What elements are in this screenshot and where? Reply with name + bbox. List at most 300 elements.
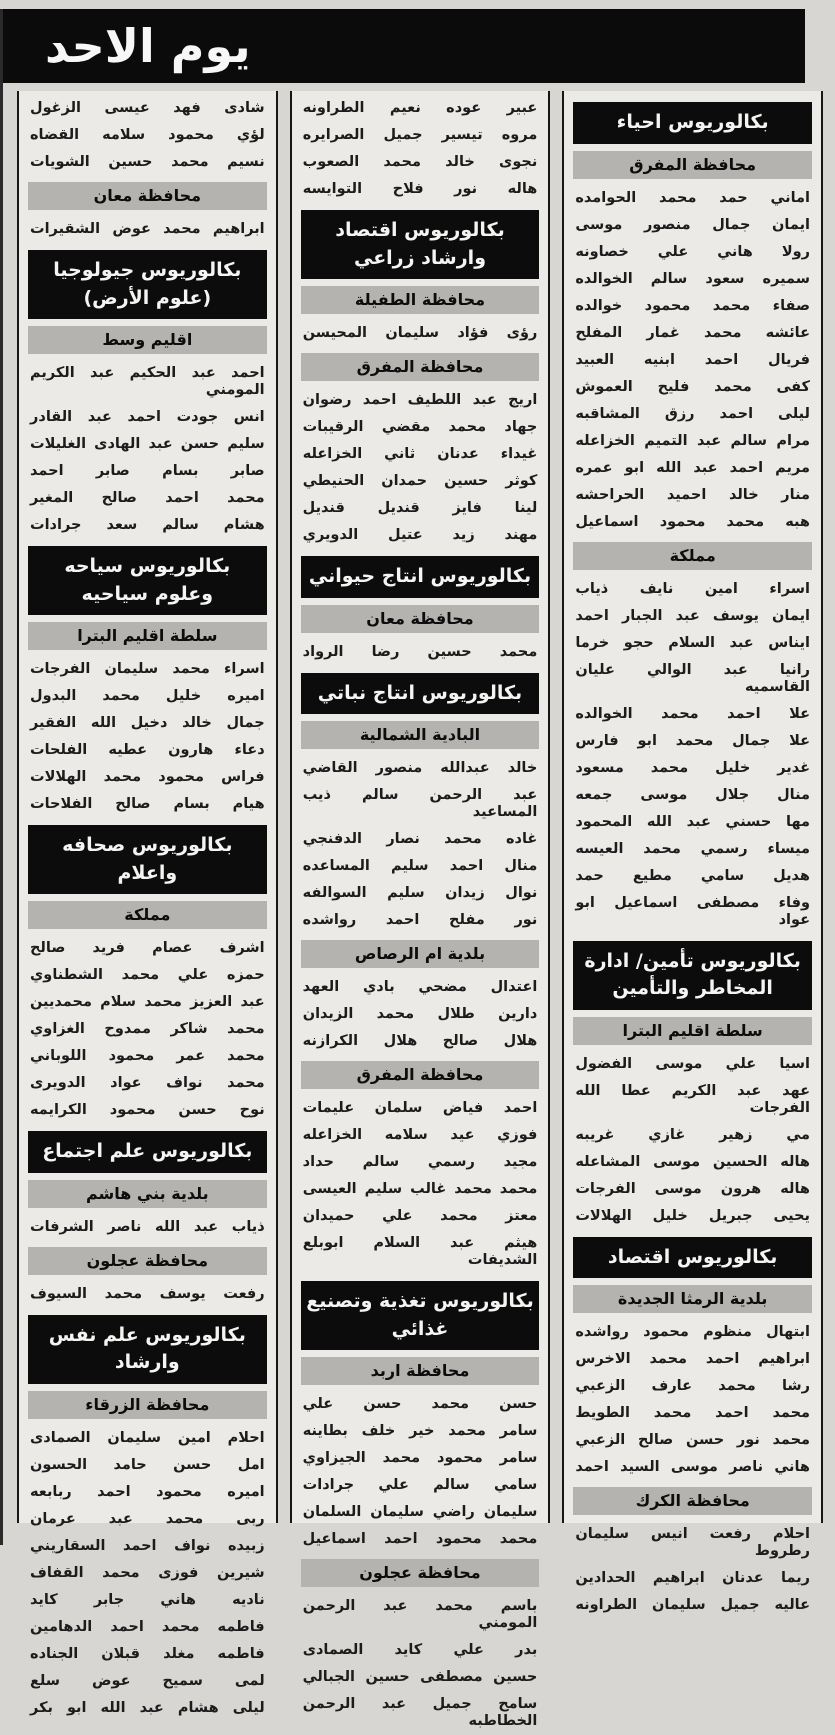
- name-word: عبد: [723, 661, 748, 678]
- name-row: [28, 737, 267, 764]
- name-row: [573, 809, 812, 836]
- name-word: الحراحشه: [575, 486, 645, 503]
- name-word: احمد: [727, 705, 761, 722]
- name-word: محمود: [435, 1531, 482, 1548]
- name-word: هشام: [177, 1699, 219, 1716]
- name-word: حسين: [365, 1669, 410, 1686]
- name-word: عطا: [621, 1082, 651, 1099]
- name-row: [573, 1149, 812, 1176]
- name-word: محمد: [165, 1510, 204, 1527]
- name-word: محمد: [227, 1021, 265, 1038]
- name-word: هديل: [773, 867, 810, 884]
- name-row: [28, 1533, 267, 1560]
- name-word: مروه: [501, 127, 538, 143]
- name-word: العبيد: [575, 351, 615, 368]
- degree-header: بكالوريوس علم نفس وارشاد: [28, 1315, 267, 1384]
- columns: [3, 91, 835, 1730]
- name-row: [573, 782, 812, 809]
- name-word: الصمادى: [302, 1642, 364, 1659]
- name-word: سالم: [433, 1477, 470, 1494]
- name-word: صالح: [637, 1432, 674, 1449]
- name-word: العيسه: [575, 840, 624, 857]
- name-row: [301, 1499, 540, 1526]
- name-word: احميد: [666, 486, 707, 503]
- name-word: امين: [704, 580, 738, 597]
- name-word: التميم: [644, 432, 688, 449]
- name-word: وفاء: [778, 894, 810, 911]
- name-word: عاليه: [774, 1597, 810, 1614]
- name-row: [28, 1479, 267, 1506]
- name-word: التوايسه: [302, 181, 363, 197]
- name-word: نصار: [386, 831, 420, 848]
- name-word: سالم: [362, 1154, 400, 1171]
- name-word: الهادى: [94, 436, 141, 453]
- name-word: فهد: [173, 100, 201, 116]
- name-word: احمد: [449, 858, 484, 875]
- name-word: اريج: [508, 392, 538, 409]
- name-word: الرواد: [302, 643, 344, 660]
- name-word: نوال: [505, 885, 538, 902]
- name-word: موسى: [670, 1459, 718, 1476]
- name-word: خرما: [575, 634, 610, 651]
- name-row: [301, 1691, 540, 1735]
- name-word: عبد: [737, 1082, 762, 1099]
- name-word: السلمان: [302, 1504, 362, 1521]
- name-word: احمد: [385, 912, 420, 929]
- name-word: الرقيبات: [302, 419, 364, 436]
- name-row: [301, 1095, 540, 1122]
- name-word: دعاء: [234, 742, 265, 759]
- degree-header: بكالوريوس جيولوجيا (علوم الأرض): [28, 250, 267, 319]
- name-word: هاله: [780, 1153, 810, 1170]
- name-word: حمزه: [226, 967, 265, 984]
- name-word: يوسف: [712, 607, 759, 624]
- name-word: الخوالده: [575, 270, 633, 287]
- name-word: هاني: [160, 1591, 196, 1608]
- name-word: عبد: [383, 1598, 408, 1615]
- name-word: سليم: [387, 885, 425, 902]
- name-row: [28, 962, 267, 989]
- name-row: [28, 1560, 267, 1587]
- name-row: [301, 755, 540, 782]
- name-word: فوزي: [497, 1127, 538, 1144]
- name-word: المشاعله: [575, 1153, 641, 1170]
- name-word: القادر: [30, 409, 73, 426]
- name-word: الدويرى: [30, 1075, 86, 1092]
- name-word: الله: [646, 813, 672, 830]
- name-row: [28, 1452, 267, 1479]
- name-word: ناديه: [232, 1591, 265, 1608]
- name-row: [301, 122, 540, 149]
- name-word: الشطناوي: [30, 967, 103, 984]
- name-word: المومني: [205, 382, 265, 399]
- name-word: عبد: [193, 1218, 219, 1235]
- name-row: [301, 387, 540, 414]
- name-row: [28, 95, 267, 122]
- name-word: محمد: [376, 1006, 415, 1023]
- name-word: منال: [504, 858, 538, 875]
- name-word: الخزاعله: [302, 1127, 363, 1144]
- name-word: زيدان: [445, 885, 485, 902]
- name-word: الكريم: [671, 1082, 717, 1099]
- name-word: الهلالات: [30, 769, 87, 786]
- name-word: محمد: [444, 831, 482, 848]
- name-word: محمود: [108, 1048, 155, 1065]
- name-word: سلامه: [102, 127, 146, 143]
- region-subheader: محافظة المفرق: [573, 151, 812, 179]
- name-word: الجناده: [30, 1645, 79, 1662]
- name-row: [28, 935, 267, 962]
- name-word: شيرين: [216, 1564, 265, 1581]
- name-row: [301, 522, 540, 549]
- name-word: رفعت: [223, 1285, 265, 1302]
- name-word: العموش: [575, 378, 633, 395]
- name-word: اسيا: [779, 1055, 810, 1072]
- name-word: الفلاحات: [30, 796, 93, 813]
- name-word: موسى: [654, 1180, 702, 1197]
- name-word: بطاينه: [302, 1423, 348, 1440]
- name-row: [301, 1445, 540, 1472]
- name-row: [301, 1637, 540, 1664]
- name-word: غاده: [505, 831, 538, 848]
- name-row: [28, 656, 267, 683]
- name-word: سليم: [227, 436, 265, 453]
- name-row: [573, 509, 812, 536]
- name-word: محمد: [103, 769, 142, 786]
- name-word: سليم: [364, 1181, 403, 1198]
- name-word: خالد: [445, 154, 475, 170]
- name-word: الفرجات: [749, 1099, 810, 1116]
- name-word: الفقير: [30, 715, 77, 732]
- name-word: جابر: [93, 1591, 125, 1608]
- name-word: سلمان: [374, 1100, 423, 1117]
- name-word: عارف: [651, 1378, 693, 1395]
- name-word: العيسى: [302, 1181, 357, 1198]
- name-word: الرحمن: [302, 1696, 356, 1713]
- name-word: حسين: [444, 473, 489, 490]
- name-word: الحكيم: [129, 365, 177, 382]
- name-word: فوزى: [158, 1564, 199, 1581]
- name-word: محمود: [644, 297, 691, 314]
- name-word: الله: [90, 715, 117, 732]
- name-word: محمد: [726, 513, 765, 530]
- name-word: احمد: [704, 351, 739, 368]
- name-word: رضا: [371, 643, 400, 660]
- name-word: المحيسن: [302, 325, 367, 342]
- name-word: احمد: [715, 1405, 749, 1422]
- name-word: عبد: [513, 787, 538, 804]
- name-word: مقضي: [381, 419, 431, 436]
- name-word: حسني: [725, 813, 772, 830]
- name-word: دارين: [498, 1006, 538, 1023]
- region-subheader: بلدية بني هاشم: [28, 1180, 267, 1208]
- column-left: [17, 91, 278, 1716]
- name-word: خليل: [715, 759, 751, 776]
- region-subheader: سلطة اقليم البترا: [573, 1017, 812, 1045]
- name-word: احمد: [362, 392, 397, 409]
- name-row: [573, 755, 812, 782]
- region-subheader: محافظة اربد: [301, 1357, 540, 1385]
- name-word: عيد: [450, 1127, 475, 1144]
- name-word: الفرجات: [575, 1180, 636, 1197]
- name-word: سليمان: [652, 1597, 706, 1614]
- name-word: مطيع: [632, 867, 672, 884]
- name-row: [573, 1176, 812, 1203]
- name-word: نواف: [166, 1075, 203, 1092]
- name-word: مصطفى: [696, 894, 760, 911]
- name-row: [301, 782, 540, 826]
- name-row: [28, 764, 267, 791]
- name-word: هاني: [717, 243, 753, 260]
- name-row: [28, 485, 267, 512]
- name-word: رفعت: [709, 1526, 752, 1543]
- name-row: [301, 1664, 540, 1691]
- name-word: صالح: [101, 490, 137, 507]
- name-word: السوالفه: [302, 885, 367, 902]
- region-subheader: اقليم وسط: [28, 326, 267, 354]
- name-word: محمد: [499, 643, 538, 660]
- name-word: الفضول: [575, 1055, 633, 1072]
- name-word: الرحمن: [429, 787, 483, 804]
- name-word: ناصر: [107, 1218, 142, 1235]
- name-word: جميل: [720, 1597, 760, 1614]
- name-word: غالب: [410, 1181, 447, 1198]
- name-word: شادى: [224, 100, 265, 116]
- name-word: حمدان: [381, 473, 428, 490]
- name-word: ابو: [624, 459, 645, 476]
- name-word: البدول: [29, 688, 77, 705]
- name-word: عدنان: [722, 1570, 764, 1587]
- name-word: يحيى: [773, 1207, 810, 1224]
- name-word: نايف: [639, 580, 674, 597]
- name-word: الصعوب: [302, 154, 360, 170]
- name-word: امل: [237, 1456, 265, 1473]
- degree-header: بكالوريوس اقتصاد: [573, 1237, 812, 1279]
- name-row: [28, 683, 267, 710]
- name-word: فؤاد: [457, 325, 489, 342]
- name-word: سعد: [106, 517, 138, 534]
- region-subheader: محافظة معان: [28, 182, 267, 210]
- name-word: ربابعه: [30, 1483, 72, 1500]
- name-word: رولا: [781, 243, 810, 260]
- name-word: هلال: [383, 1033, 418, 1050]
- name-word: رواشده: [302, 912, 357, 929]
- name-row: [28, 1214, 267, 1241]
- name-word: مصطفى: [420, 1669, 483, 1686]
- name-row: [573, 1203, 812, 1230]
- region-subheader: محافظة الكرك: [573, 1487, 812, 1515]
- name-word: كايد: [394, 1642, 423, 1659]
- name-word: الله: [155, 1218, 181, 1235]
- name-word: عواد: [110, 1075, 142, 1092]
- name-word: منظوم: [703, 1324, 752, 1341]
- name-word: سميح: [162, 1672, 203, 1689]
- name-row: [28, 1506, 267, 1533]
- name-word: سلع: [29, 1672, 61, 1689]
- name-row: [28, 149, 267, 176]
- name-word: محمد: [675, 732, 714, 749]
- name-word: الهلالات: [575, 1207, 632, 1224]
- name-word: احمد: [122, 1537, 157, 1554]
- name-word: سامر: [499, 1450, 538, 1467]
- name-word: مجيد: [503, 1154, 538, 1171]
- name-word: حسن: [363, 1396, 402, 1413]
- name-word: محمد: [104, 1285, 143, 1302]
- name-word: الكرازنه: [302, 1033, 359, 1050]
- name-row: [28, 1695, 267, 1722]
- degree-header: بكالوريوس سياحه وعلوم سياحيه: [28, 546, 267, 615]
- name-word: محمد: [144, 994, 182, 1011]
- name-word: يوسف: [159, 1285, 206, 1302]
- degree-header: بكالوريوس علم اجتماع: [28, 1131, 267, 1173]
- name-word: علي: [378, 1477, 409, 1494]
- name-word: عبد: [87, 409, 112, 426]
- name-word: خلف: [361, 1423, 396, 1440]
- name-word: الله: [100, 1699, 126, 1716]
- degree-header: بكالوريوس انتاج حيواني: [301, 556, 540, 598]
- name-row: [573, 1122, 812, 1149]
- name-row: [573, 1051, 812, 1078]
- name-word: الخوالده: [575, 705, 633, 722]
- name-word: هارون: [168, 742, 214, 759]
- region-subheader: البادية الشمالية: [301, 721, 540, 749]
- name-word: اميره: [227, 688, 265, 705]
- name-word: رطروط: [754, 1543, 810, 1560]
- name-word: الخزاعله: [575, 432, 635, 449]
- name-word: سلام: [100, 994, 137, 1011]
- name-word: عبد: [472, 392, 497, 409]
- name-word: قنديل: [377, 500, 420, 517]
- name-word: احمد: [127, 409, 162, 426]
- name-word: فلاح: [392, 181, 424, 197]
- name-word: محمد: [448, 419, 487, 436]
- name-row: [28, 989, 267, 1016]
- name-row: [28, 1281, 267, 1308]
- name-word: غريبه: [575, 1126, 615, 1143]
- name-word: هيثم: [504, 1235, 538, 1252]
- name-row: [301, 639, 540, 666]
- name-word: محمد: [121, 967, 160, 984]
- name-word: حسن: [499, 1396, 538, 1413]
- name-row: [573, 401, 812, 428]
- name-word: علي: [725, 1055, 757, 1072]
- name-word: عواد: [778, 911, 810, 928]
- name-word: محمد: [653, 1405, 692, 1422]
- name-word: الشديفات: [467, 1252, 538, 1269]
- name-word: الدفنجي: [302, 831, 363, 848]
- name-word: جبريل: [708, 1207, 753, 1224]
- name-word: عليان: [575, 661, 615, 678]
- name-word: الجيزاوي: [302, 1450, 366, 1467]
- name-word: معتز: [505, 1208, 538, 1225]
- name-word: حمد: [575, 867, 604, 884]
- name-row: [573, 1565, 812, 1592]
- name-word: فياض: [442, 1100, 484, 1117]
- name-word: محمد: [227, 1048, 265, 1065]
- name-word: هرون: [720, 1180, 762, 1197]
- name-word: المحمود: [575, 813, 633, 830]
- name-word: عبد: [450, 1235, 475, 1252]
- name-word: نور: [514, 912, 538, 929]
- name-word: فايز: [452, 500, 482, 517]
- name-word: بسام: [162, 463, 199, 480]
- name-word: الصمادى: [29, 1429, 91, 1446]
- name-word: محمد: [643, 840, 681, 857]
- name-word: رسمي: [427, 1154, 475, 1171]
- name-word: حسن: [685, 1432, 725, 1449]
- name-word: حسين: [493, 1669, 538, 1686]
- name-word: منصور: [375, 760, 423, 777]
- name-word: علي: [453, 1642, 484, 1659]
- name-row: [573, 239, 812, 266]
- name-row: [28, 1614, 267, 1641]
- name-word: المومني: [478, 1615, 538, 1632]
- degree-header: بكالوريوس اقتصاد وارشاد زراعي: [301, 210, 540, 279]
- name-word: فراس: [221, 769, 265, 786]
- degree-header: بكالوريوس صحافه واعلام: [28, 825, 267, 894]
- name-word: اسراء: [224, 661, 265, 678]
- name-word: سلامه: [384, 1127, 428, 1144]
- name-word: اماني: [770, 189, 810, 206]
- name-word: ريما: [781, 1570, 810, 1587]
- name-word: رواشده: [575, 1324, 629, 1341]
- name-word: عبد: [191, 365, 216, 382]
- name-row: [301, 826, 540, 853]
- name-word: عبد: [696, 432, 722, 449]
- name-word: نور: [736, 1432, 760, 1449]
- name-row: [28, 1587, 267, 1614]
- name-word: عدنان: [437, 446, 479, 463]
- name-word: الطويط: [575, 1405, 630, 1422]
- name-word: انيس: [650, 1526, 688, 1543]
- name-word: الغليلات: [30, 436, 87, 453]
- name-word: موسى: [655, 1055, 703, 1072]
- name-word: علي: [382, 1208, 413, 1225]
- name-word: خوالده: [575, 297, 623, 314]
- name-word: محمد: [161, 1618, 200, 1635]
- name-word: مغلد: [163, 1645, 195, 1662]
- name-word: هاله: [507, 181, 538, 197]
- name-word: فاطمه: [217, 1645, 265, 1662]
- name-row: [28, 1016, 267, 1043]
- region-subheader: محافظة المفرق: [301, 353, 540, 381]
- name-word: ابراهيم: [212, 221, 265, 237]
- name-word: اللطيف: [407, 392, 462, 409]
- region-subheader: سلطة اقليم البترا: [28, 622, 267, 650]
- name-word: موسى: [640, 786, 688, 803]
- region-subheader: محافظة عجلون: [301, 1559, 540, 1587]
- name-row: [301, 495, 540, 522]
- name-word: مي: [786, 1126, 810, 1143]
- name-word: مريم: [775, 459, 810, 476]
- name-row: [573, 1400, 812, 1427]
- name-word: سامي: [493, 1477, 538, 1494]
- name-word: محمد: [772, 1432, 810, 1449]
- name-word: غازي: [648, 1126, 686, 1143]
- region-subheader: محافظة معان: [301, 605, 540, 633]
- name-word: ابراهيم: [652, 1570, 705, 1587]
- name-word: خليل: [652, 1207, 688, 1224]
- name-word: الشقيرات: [30, 221, 101, 237]
- name-word: عوده: [446, 100, 482, 116]
- name-row: [301, 1593, 540, 1637]
- region-subheader: مملكة: [28, 901, 267, 929]
- name-word: ممدوح: [104, 1021, 151, 1038]
- name-word: دخيل: [130, 715, 168, 732]
- name-word: مسعود: [575, 759, 624, 776]
- name-word: اسماعيل: [614, 894, 678, 911]
- name-word: الحوامده: [575, 189, 637, 206]
